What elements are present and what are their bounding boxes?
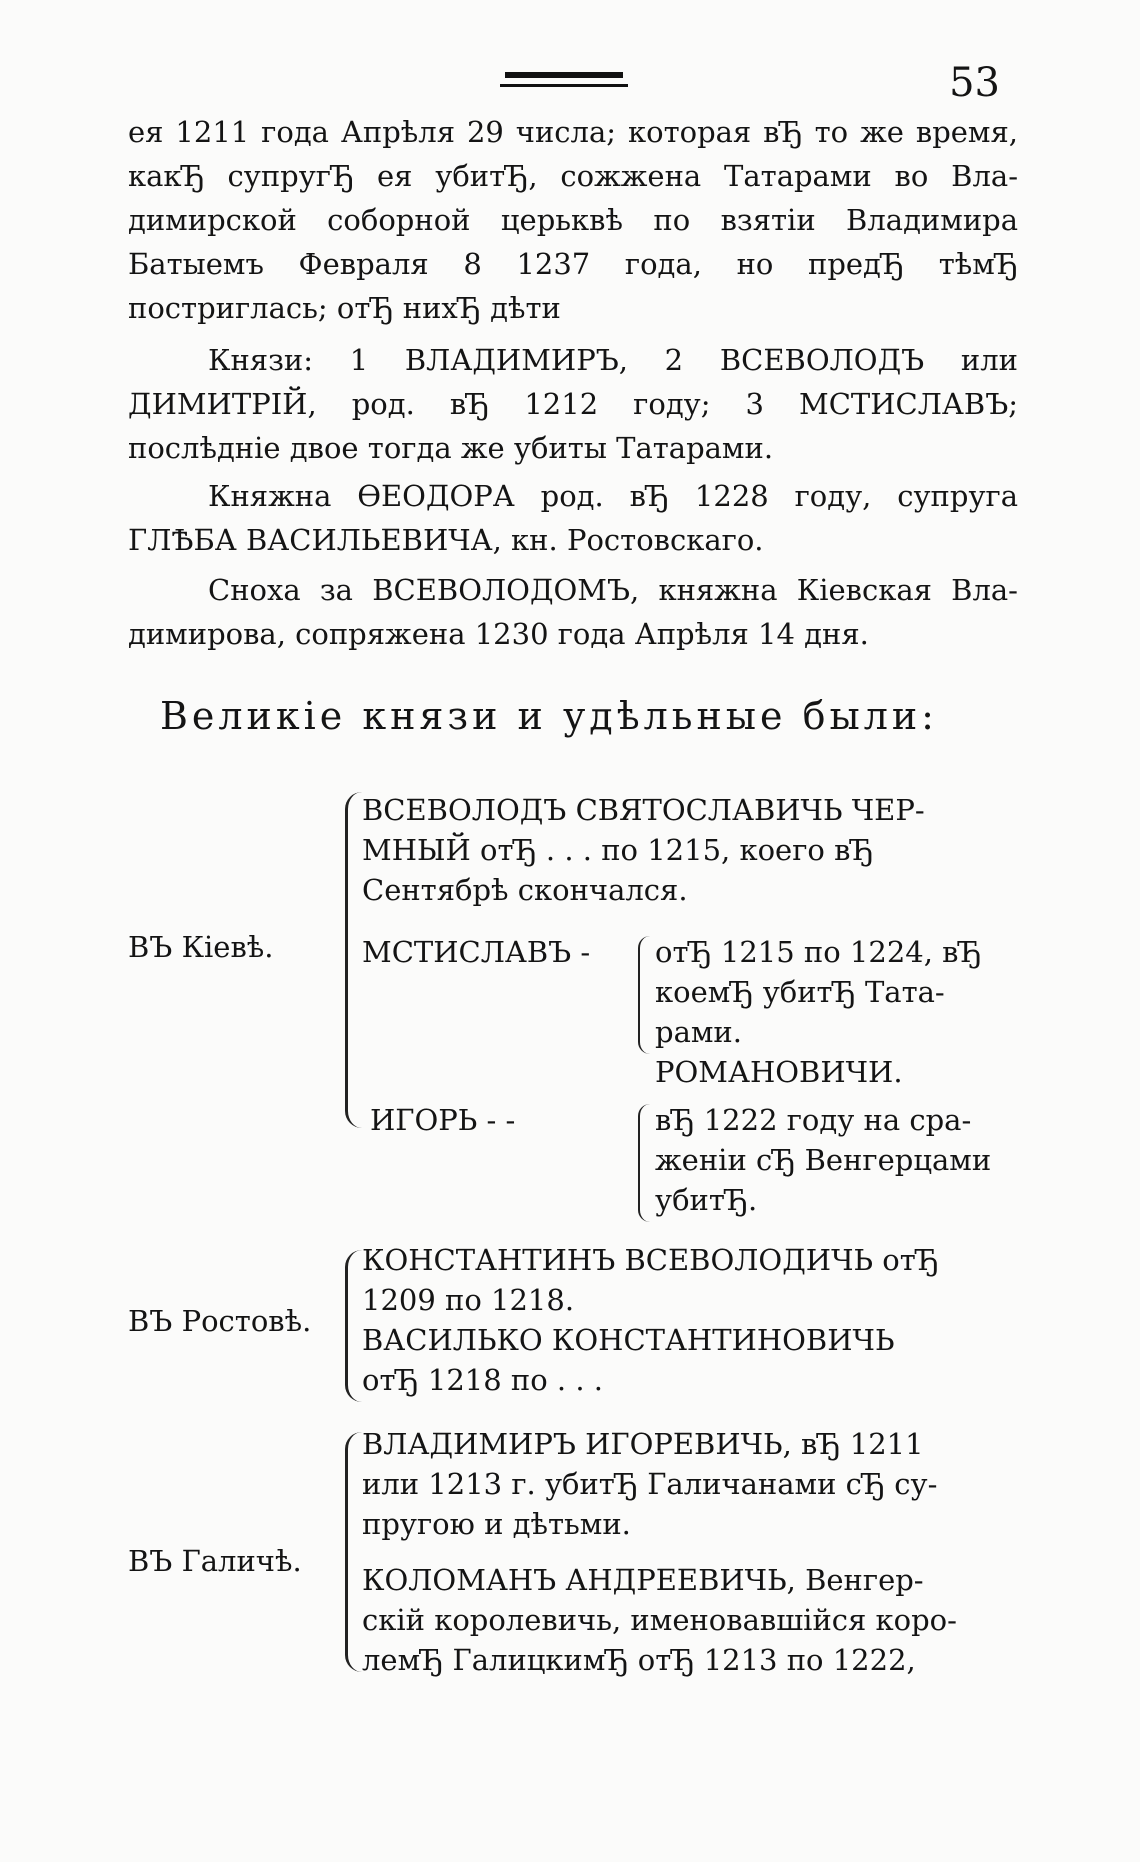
text-line: отЂ 1215 по 1224, вЂ	[655, 935, 982, 969]
rostov-brace	[345, 1250, 362, 1402]
kiev-brace	[345, 792, 362, 1128]
text-line: КОНСТАНТИНЪ ВСЕВОЛОДИЧЬ отЂ	[362, 1243, 939, 1277]
text-line: ВЛАДИМИРЪ ИГОРЕВИЧЬ, вЂ 1211	[362, 1427, 924, 1461]
text-line: ея 1211 года Апрѣля 29 числа; которая вЂ то же время,	[128, 115, 1018, 149]
section-heading: Великіе князи и удѣльные были:	[160, 694, 938, 738]
galich-label: ВЪ Галичѣ.	[128, 1544, 302, 1578]
daughter-in-law-paragraph	[128, 568, 1018, 656]
text-line: скій королевичь, именовавшійся коро-	[362, 1603, 957, 1637]
kiev-label: ВЪ Кіевѣ.	[128, 930, 274, 964]
text-line: димирова, сопряжена 1230 года Апрѣля 14 дня.	[128, 617, 869, 651]
text-line: Сентябрѣ скончался.	[362, 873, 688, 907]
text-line: 1209 по 1218.	[362, 1283, 575, 1317]
header-rule	[505, 72, 623, 78]
princes-paragraph	[128, 338, 1018, 470]
text-line: послѣдніе двое тогда же убиты Татарами.	[128, 431, 774, 465]
mstislav-brace	[638, 936, 650, 1054]
text-line: убитЂ.	[655, 1183, 758, 1217]
romanovichi-label: РОМАНОВИЧИ.	[655, 1055, 903, 1089]
rostov-entries	[362, 1240, 1022, 1400]
text-line: рами.	[655, 1015, 742, 1049]
text-line: постриглась; отЂ нихЂ дѣти	[128, 291, 561, 325]
text-line: отЂ 1218 по . . .	[362, 1363, 604, 1397]
text-line: димирской соборной церьквѣ по взятіи Владимира	[128, 203, 1018, 237]
text-line: пругою и дѣтьми.	[362, 1507, 631, 1541]
header-rule-secondary	[500, 84, 628, 87]
text-line: женіи сЂ Венгерцами	[655, 1143, 992, 1177]
text-line: Князи: 1 ВЛАДИМИРЪ, 2 ВСЕВОЛОДЪ или	[208, 343, 1018, 377]
page-number: 53	[949, 60, 1000, 106]
text-line: вЂ 1222 году на сра-	[655, 1103, 972, 1137]
text-line: ДИМИТРІЙ, род. вЂ 1212 году; 3 МСТИСЛАВЪ;	[128, 387, 1018, 421]
princess-paragraph	[128, 474, 1018, 562]
text-line: Батыемъ Февраля 8 1237 года, но предЂ тѣмЂ	[128, 247, 1018, 281]
text-line: ВАСИЛЬКО КОНСТАНТИНОВИЧЬ	[362, 1323, 895, 1357]
kiev-mstislav-name: МСТИСЛАВЪ -	[362, 935, 591, 969]
text-line: какЂ супругЂ ея убитЂ, сожжена Татарами во Вла-	[128, 159, 1018, 193]
kiev-mstislav-entry	[655, 932, 1025, 1052]
rostov-label: ВЪ Ростовѣ.	[128, 1304, 312, 1338]
text-line: МНЫЙ отЂ . . . по 1215, коего вЂ	[362, 833, 874, 867]
text-line: ВСЕВОЛОДЪ СВЯТОСЛАВИЧЬ ЧЕР-	[362, 793, 925, 827]
text-line: или 1213 г. убитЂ Галичанами сЂ су-	[362, 1467, 938, 1501]
text-line: ГЛѢБА ВАСИЛЬЕВИЧА, кн. Ростовскаго.	[128, 523, 764, 557]
galich-entries	[362, 1424, 1022, 1680]
kiev-vsevolod-entry	[362, 790, 1022, 910]
kiev-igor-name: ИГОРЬ - -	[370, 1103, 516, 1137]
intro-paragraph	[128, 110, 1018, 330]
kiev-igor-entry	[655, 1100, 1025, 1220]
text-line: КОЛОМАНЪ АНДРЕЕВИЧЬ, Венгер-	[362, 1563, 924, 1597]
text-line: Сноха за ВСЕВОЛОДОМЪ, княжна Кіевская Вла-	[208, 573, 1018, 607]
galich-brace	[345, 1432, 362, 1672]
text-line: коемЂ убитЂ Тата-	[655, 975, 945, 1009]
text-line: Княжна ѲЕОДОРА род. вЂ 1228 году, супруга	[208, 479, 1018, 513]
text-line: лемЂ ГалицкимЂ отЂ 1213 по 1222,	[362, 1643, 916, 1677]
igor-brace	[638, 1104, 650, 1222]
